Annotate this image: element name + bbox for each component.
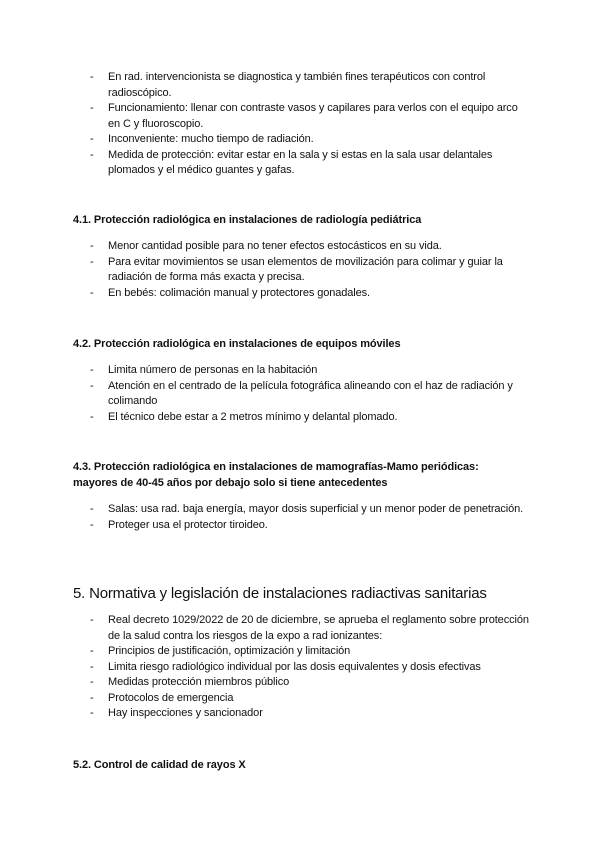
list-item: - Inconveniente: mucho tiempo de radiación. (90, 132, 530, 148)
list-item: - Menor cantidad posible para no tener efectos estocásticos en su vida. (90, 239, 530, 255)
section-heading-5: 5. Normativa y legislación de instalaciones radiactivas sanitarias (73, 585, 487, 602)
list-item: - Principios de justificación, optimización y limitación (90, 644, 530, 660)
section-4-2-list (90, 363, 530, 425)
section-4-3-list (90, 502, 530, 533)
list-item: - Medidas protección miembros público (90, 675, 530, 691)
list-item: - Para evitar movimientos se usan elementos de movilización para colimar y guiar la radiación de forma más exacta y precisa. (90, 255, 530, 286)
section-4-1-list (90, 239, 530, 301)
list-item: - Proteger usa el protector tiroideo. (90, 518, 530, 534)
section-heading-4-3: 4.3. Protección radiológica en instalaciones de mamografías-Mamo periódicas: mayores de 40-45 años por debajo solo si tiene antecedentes (73, 461, 479, 489)
section-heading-4-2: 4.2. Protección radiológica en instalaciones de equipos móviles (73, 338, 401, 350)
list-item: - Limita riesgo radiológico individual por las dosis equivalentes y dosis efectivas (90, 660, 530, 676)
list-item: - El técnico debe estar a 2 metros mínimo y delantal plomado. (90, 410, 530, 426)
list-item: - En bebés: colimación manual y protectores gonadales. (90, 286, 530, 302)
list-item: - Medida de protección: evitar estar en la sala y si estas en la sala usar delantales plomados y el médico guantes y gafas. (90, 148, 530, 179)
list-item: - Hay inspecciones y sancionador (90, 706, 530, 722)
section-5-list (90, 613, 530, 722)
list-item: - Funcionamiento: llenar con contraste vasos y capilares para verlos con el equipo arco en C y fluoroscopio. (90, 101, 530, 132)
list-item: - Atención en el centrado de la película fotográfica alineando con el haz de radiación y colimando (90, 379, 530, 410)
list-item: - Protocolos de emergencia (90, 691, 530, 707)
list-item: - Limita número de personas en la habitación (90, 363, 530, 379)
section-heading-4-1: 4.1. Protección radiológica en instalaciones de radiología pediátrica (73, 214, 422, 226)
intro-list (90, 70, 530, 179)
list-item: - En rad. intervencionista se diagnostica y también fines terapéuticos con control radioscópico. (90, 70, 530, 101)
list-item: - Salas: usa rad. baja energía, mayor dosis superficial y un menor poder de penetración. (90, 502, 530, 518)
section-heading-5-2: 5.2. Control de calidad de rayos X (73, 759, 246, 771)
list-item: - Real decreto 1029/2022 de 20 de diciembre, se aprueba el reglamento sobre protección de la salud contra los riesgos de la expo a rad ionizantes: (90, 613, 530, 644)
